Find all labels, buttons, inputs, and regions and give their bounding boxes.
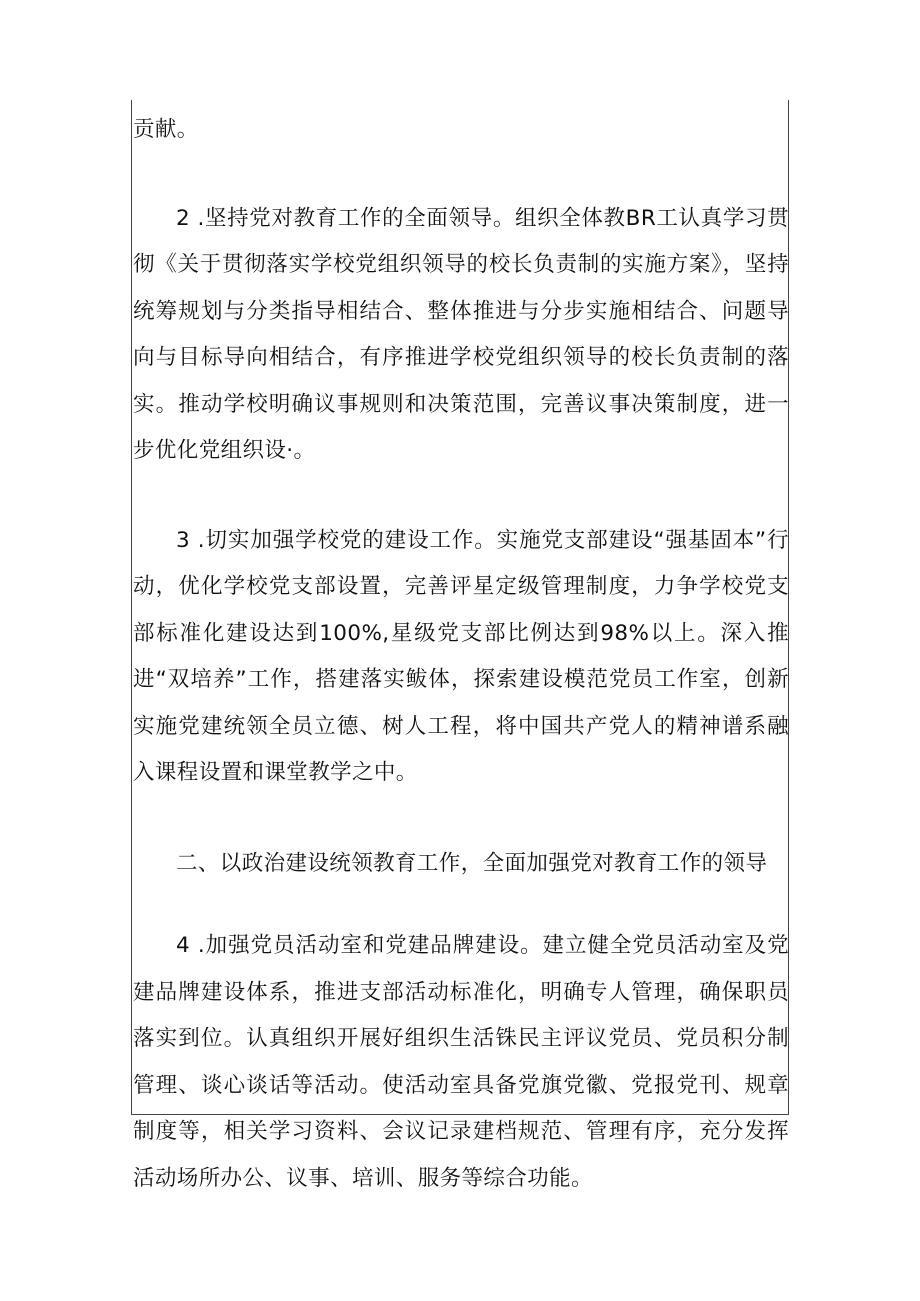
paragraph-continuation: 贡献。 [133,117,199,142]
section-heading-2: 二、以政治建设统领教育工作，全面加强党对教育工作的领导 [176,850,768,876]
document-body [133,107,789,1202]
paragraph-item-3: 3 .切实加强学校党的建设工作。实施党支部建设“强基固本”行动，优化学校党支部设置，完善评星定级管理制度，力争学校党支部标准化建设达到100%,星级党支部比例达到98%以上。深入推进“双培养”工作，搭建落实鲅体，探索建设模范党员工作室，创新实施党建统领全员立德、树人工程，将中国共产党人的精神谱系融入课程设置和课堂教学之中。 [133,527,789,785]
paragraph-item-4: 4 .加强党员活动室和党建品牌建设。建立健全党员活动室及党建品牌建设体系，推进支部活动标准化，明确专人管理，确保职员落实到位。认真组织开展好组织生活铢民主评议党员、党员积分制管理、谈心谈话等活动。使活动室具备党旗党徽、党报党刊、规章制度等，相关学习资料、会议记录建档规范、管理有序，充分发挥活动场所办公、议事、培训、服务等综合功能。 [133,933,789,1191]
paragraph-item-2: 2 .坚持党对教育工作的全面领导。组织全体教BR工认真学习贯彻《关于贯彻落实学校党组织领导的校长负责制的实施方案》，坚持统筹规划与分类指导相结合、整体推进与分步实施相结合、问题导向与目标导向相结合，有序推进学校党组织领导的校长负责制的落实。推动学校明确议事规则和决策范围，完善议事决策制度，进一步优化党组织设·。 [133,205,789,463]
